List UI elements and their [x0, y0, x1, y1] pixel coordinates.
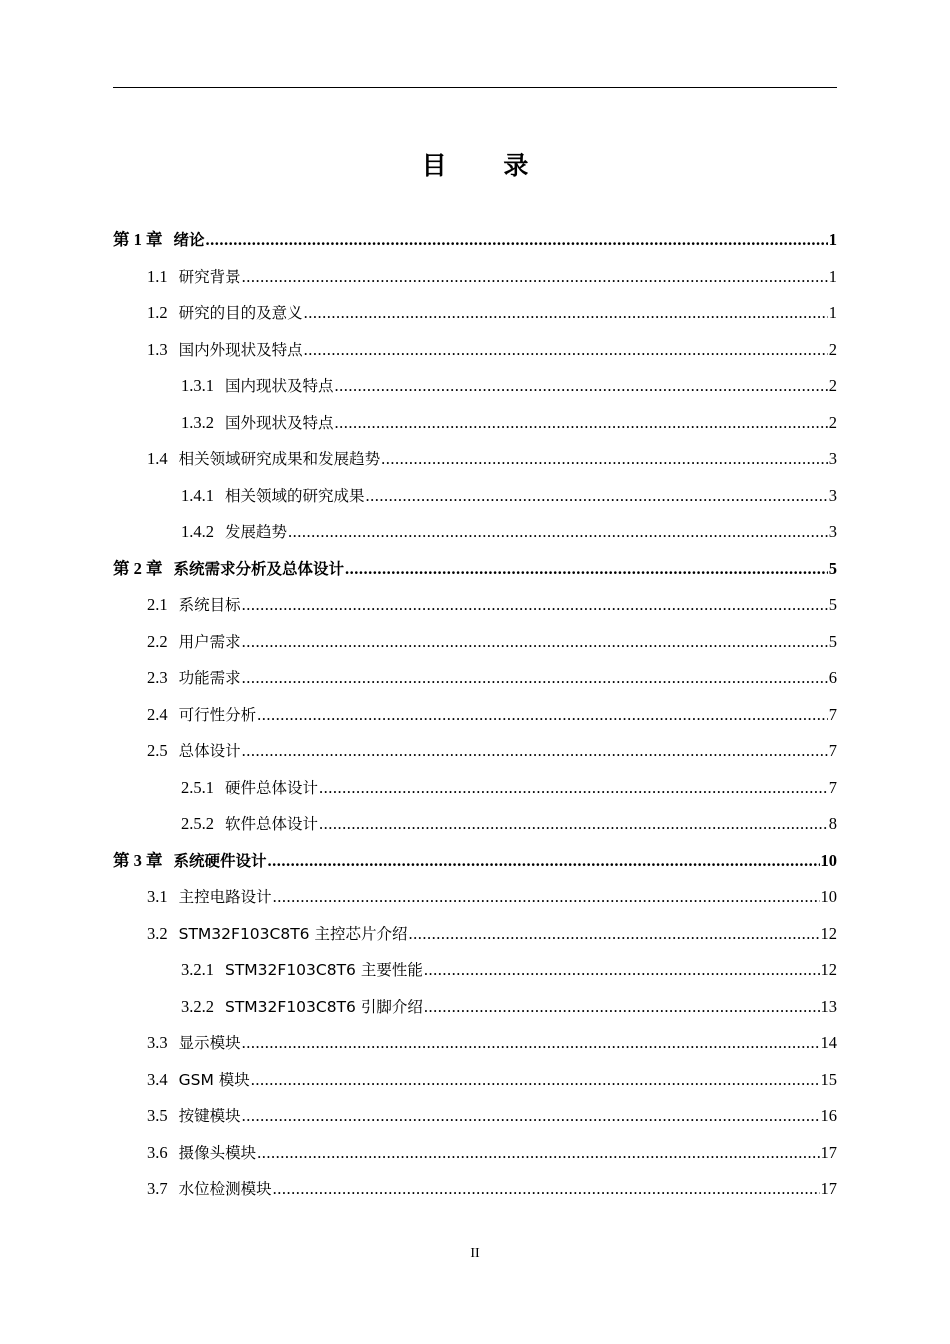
toc-entry-title: 水位检测模块: [178, 1180, 272, 1198]
toc-entry-title: GSM 模块: [178, 1070, 250, 1089]
toc-dot-leader: [335, 405, 828, 442]
toc-entry-title: 硬件总体设计: [225, 778, 319, 797]
toc-dot-leader: [424, 952, 820, 989]
toc-entry-number: 1.4.2: [181, 522, 214, 541]
toc-entry-page: 3: [828, 449, 837, 468]
toc-entry-level1[interactable]: [113, 222, 837, 259]
toc-entry-page: 12: [820, 923, 837, 943]
toc-dot-leader: [251, 1062, 820, 1099]
toc-entry-number: 3.7: [147, 1179, 168, 1198]
page-number: II: [470, 1246, 480, 1261]
toc-entry-title: 国内现状及特点: [225, 377, 334, 395]
toc-entry-number: 3.3: [147, 1033, 168, 1052]
toc-dot-leader: [366, 478, 828, 515]
toc-entry-number: 2.4: [147, 704, 168, 724]
toc-entry-title: 主控电路设计: [178, 888, 272, 906]
toc-entry-level3[interactable]: [113, 514, 837, 551]
toc-entry-number: 2.2: [147, 631, 168, 651]
toc-dot-leader: [257, 1135, 819, 1172]
toc-entry-title: 研究的目的及意义: [178, 304, 303, 322]
toc-dot-leader: [206, 222, 828, 259]
toc-entry-number: 2.1: [147, 595, 168, 614]
toc-dot-leader: [345, 551, 828, 588]
toc-entry-page: 5: [828, 595, 837, 614]
toc-entry-page: 3: [828, 485, 837, 505]
toc-entry-level2[interactable]: [113, 916, 837, 953]
toc-entry-level2[interactable]: [113, 332, 837, 369]
toc-entry-title: 相关领域的研究成果: [225, 486, 365, 505]
toc-dot-leader: [242, 1098, 820, 1135]
toc-entry-page: 17: [820, 1179, 837, 1198]
toc-entry-number: 第 3 章: [113, 850, 163, 870]
toc-dot-leader: [335, 368, 828, 405]
toc-entry-level2[interactable]: [113, 660, 837, 697]
toc-entry-page: 17: [820, 1142, 837, 1162]
toc-entry-title: 显示模块: [178, 1034, 241, 1052]
toc-entry-number: 3.1: [147, 887, 168, 906]
toc-entry-number: 1.4.1: [181, 485, 214, 505]
header-rule: [113, 87, 837, 88]
toc-entry-title: 研究背景: [178, 267, 241, 286]
toc-entry-page: 1: [828, 230, 837, 249]
toc-entry-title: 绪论: [173, 231, 205, 249]
toc-entry-title: 系统硬件设计: [173, 851, 267, 870]
toc-entry-page: 1: [828, 266, 837, 286]
toc-dot-leader: [242, 660, 828, 697]
toc-entry-number: 3.2: [147, 923, 168, 943]
toc-entry-title: 系统需求分析及总体设计: [173, 559, 345, 578]
toc-entry-page: 2: [828, 412, 837, 432]
toc-entry-title: 发展趋势: [225, 523, 288, 541]
toc-entry-level2[interactable]: [113, 624, 837, 661]
toc-entry-title: 功能需求: [178, 669, 241, 687]
toc-entry-page: 7: [828, 704, 837, 724]
table-of-contents: [113, 222, 837, 1208]
toc-entry-title: 软件总体设计: [225, 815, 319, 833]
toc-entry-level2[interactable]: [113, 259, 837, 296]
toc-entry-title: 相关领域研究成果和发展趋势: [178, 450, 381, 468]
toc-dot-leader: [288, 514, 828, 551]
toc-entry-number: 第 2 章: [113, 558, 163, 578]
toc-entry-level3[interactable]: [113, 806, 837, 843]
toc-entry-level2[interactable]: [113, 1098, 837, 1135]
toc-dot-leader: [381, 441, 828, 478]
toc-entry-page: 14: [820, 1033, 837, 1052]
toc-entry-page: 16: [820, 1106, 837, 1125]
toc-entry-level3[interactable]: [113, 952, 837, 989]
toc-dot-leader: [304, 332, 828, 369]
toc-entry-level2[interactable]: [113, 1062, 837, 1099]
toc-entry-level2[interactable]: [113, 879, 837, 916]
toc-entry-level2[interactable]: [113, 733, 837, 770]
toc-entry-number: 1.1: [147, 266, 168, 286]
toc-entry-number: 1.3.1: [181, 376, 214, 395]
toc-entry-level2[interactable]: [113, 1135, 837, 1172]
page-title: 目 录: [421, 151, 553, 180]
toc-entry-number: 2.3: [147, 668, 168, 687]
toc-entry-level2[interactable]: [113, 587, 837, 624]
toc-entry-title: 国内外现状及特点: [178, 340, 303, 359]
toc-dot-leader: [273, 1171, 820, 1208]
toc-entry-page: 8: [828, 814, 837, 833]
toc-entry-page: 13: [820, 996, 837, 1016]
toc-entry-number: 2.5.2: [181, 814, 214, 833]
toc-entry-title: 总体设计: [178, 742, 241, 760]
toc-dot-leader: [242, 587, 828, 624]
toc-entry-level3[interactable]: [113, 989, 837, 1026]
toc-entry-number: 3.4: [147, 1069, 168, 1089]
toc-entry-number: 2.5.1: [181, 777, 214, 797]
toc-entry-level3[interactable]: [113, 770, 837, 807]
toc-entry-level2[interactable]: [113, 441, 837, 478]
toc-entry-level2[interactable]: [113, 1171, 837, 1208]
toc-entry-number: 1.3.2: [181, 412, 214, 432]
toc-entry-number: 3.2.1: [181, 960, 214, 979]
toc-entry-page: 3: [828, 522, 837, 541]
toc-dot-leader: [319, 770, 828, 807]
toc-entry-page: 7: [828, 777, 837, 797]
toc-entry-number: 1.4: [147, 449, 168, 468]
toc-entry-title: STM32F103C8T6 引脚介绍: [225, 997, 423, 1016]
toc-entry-number: 1.3: [147, 339, 168, 359]
toc-entry-level3[interactable]: [113, 478, 837, 515]
toc-entry-number: 2.5: [147, 741, 168, 760]
toc-entry-title: 系统目标: [178, 596, 241, 614]
toc-dot-leader: [424, 989, 820, 1026]
toc-entry-title: 国外现状及特点: [225, 413, 334, 432]
toc-entry-title: STM32F103C8T6 主要性能: [225, 961, 423, 979]
toc-dot-leader: [304, 295, 828, 332]
toc-entry-page: 7: [828, 741, 837, 760]
toc-dot-leader: [242, 733, 828, 770]
toc-entry-page: 2: [828, 339, 837, 359]
toc-dot-leader: [257, 697, 828, 734]
toc-entry-number: 1.2: [147, 303, 168, 322]
toc-entry-title: 可行性分析: [178, 705, 257, 724]
toc-entry-level1[interactable]: [113, 551, 837, 588]
toc-entry-title: STM32F103C8T6 主控芯片介绍: [178, 924, 408, 943]
toc-entry-level2[interactable]: [113, 295, 837, 332]
toc-dot-leader: [319, 806, 828, 843]
toc-entry-number: 3.2.2: [181, 996, 214, 1016]
toc-entry-title: 按键模块: [178, 1107, 241, 1125]
toc-dot-leader: [242, 1025, 820, 1062]
toc-entry-page: 5: [828, 558, 837, 578]
toc-entry-title: 用户需求: [178, 632, 241, 651]
toc-entry-page: 2: [828, 376, 837, 395]
toc-dot-leader: [242, 259, 828, 296]
toc-entry-level1[interactable]: [113, 843, 837, 880]
toc-dot-leader: [408, 916, 819, 953]
toc-entry-level3[interactable]: [113, 368, 837, 405]
toc-entry-number: 第 1 章: [113, 230, 163, 249]
toc-entry-title: 摄像头模块: [178, 1143, 257, 1162]
toc-entry-page: 1: [828, 303, 837, 322]
toc-entry-level3[interactable]: [113, 405, 837, 442]
toc-dot-leader: [242, 624, 828, 661]
toc-entry-page: 15: [820, 1069, 837, 1089]
toc-entry-page: 10: [820, 850, 837, 870]
toc-entry-page: 5: [828, 631, 837, 651]
toc-dot-leader: [268, 843, 820, 880]
toc-entry-level2[interactable]: [113, 1025, 837, 1062]
toc-entry-page: 10: [820, 887, 837, 906]
toc-entry-level2[interactable]: [113, 697, 837, 734]
toc-entry-number: 3.6: [147, 1142, 168, 1162]
toc-entry-page: 6: [828, 668, 837, 687]
toc-entry-number: 3.5: [147, 1106, 168, 1125]
toc-dot-leader: [273, 879, 820, 916]
toc-entry-page: 12: [820, 960, 837, 979]
